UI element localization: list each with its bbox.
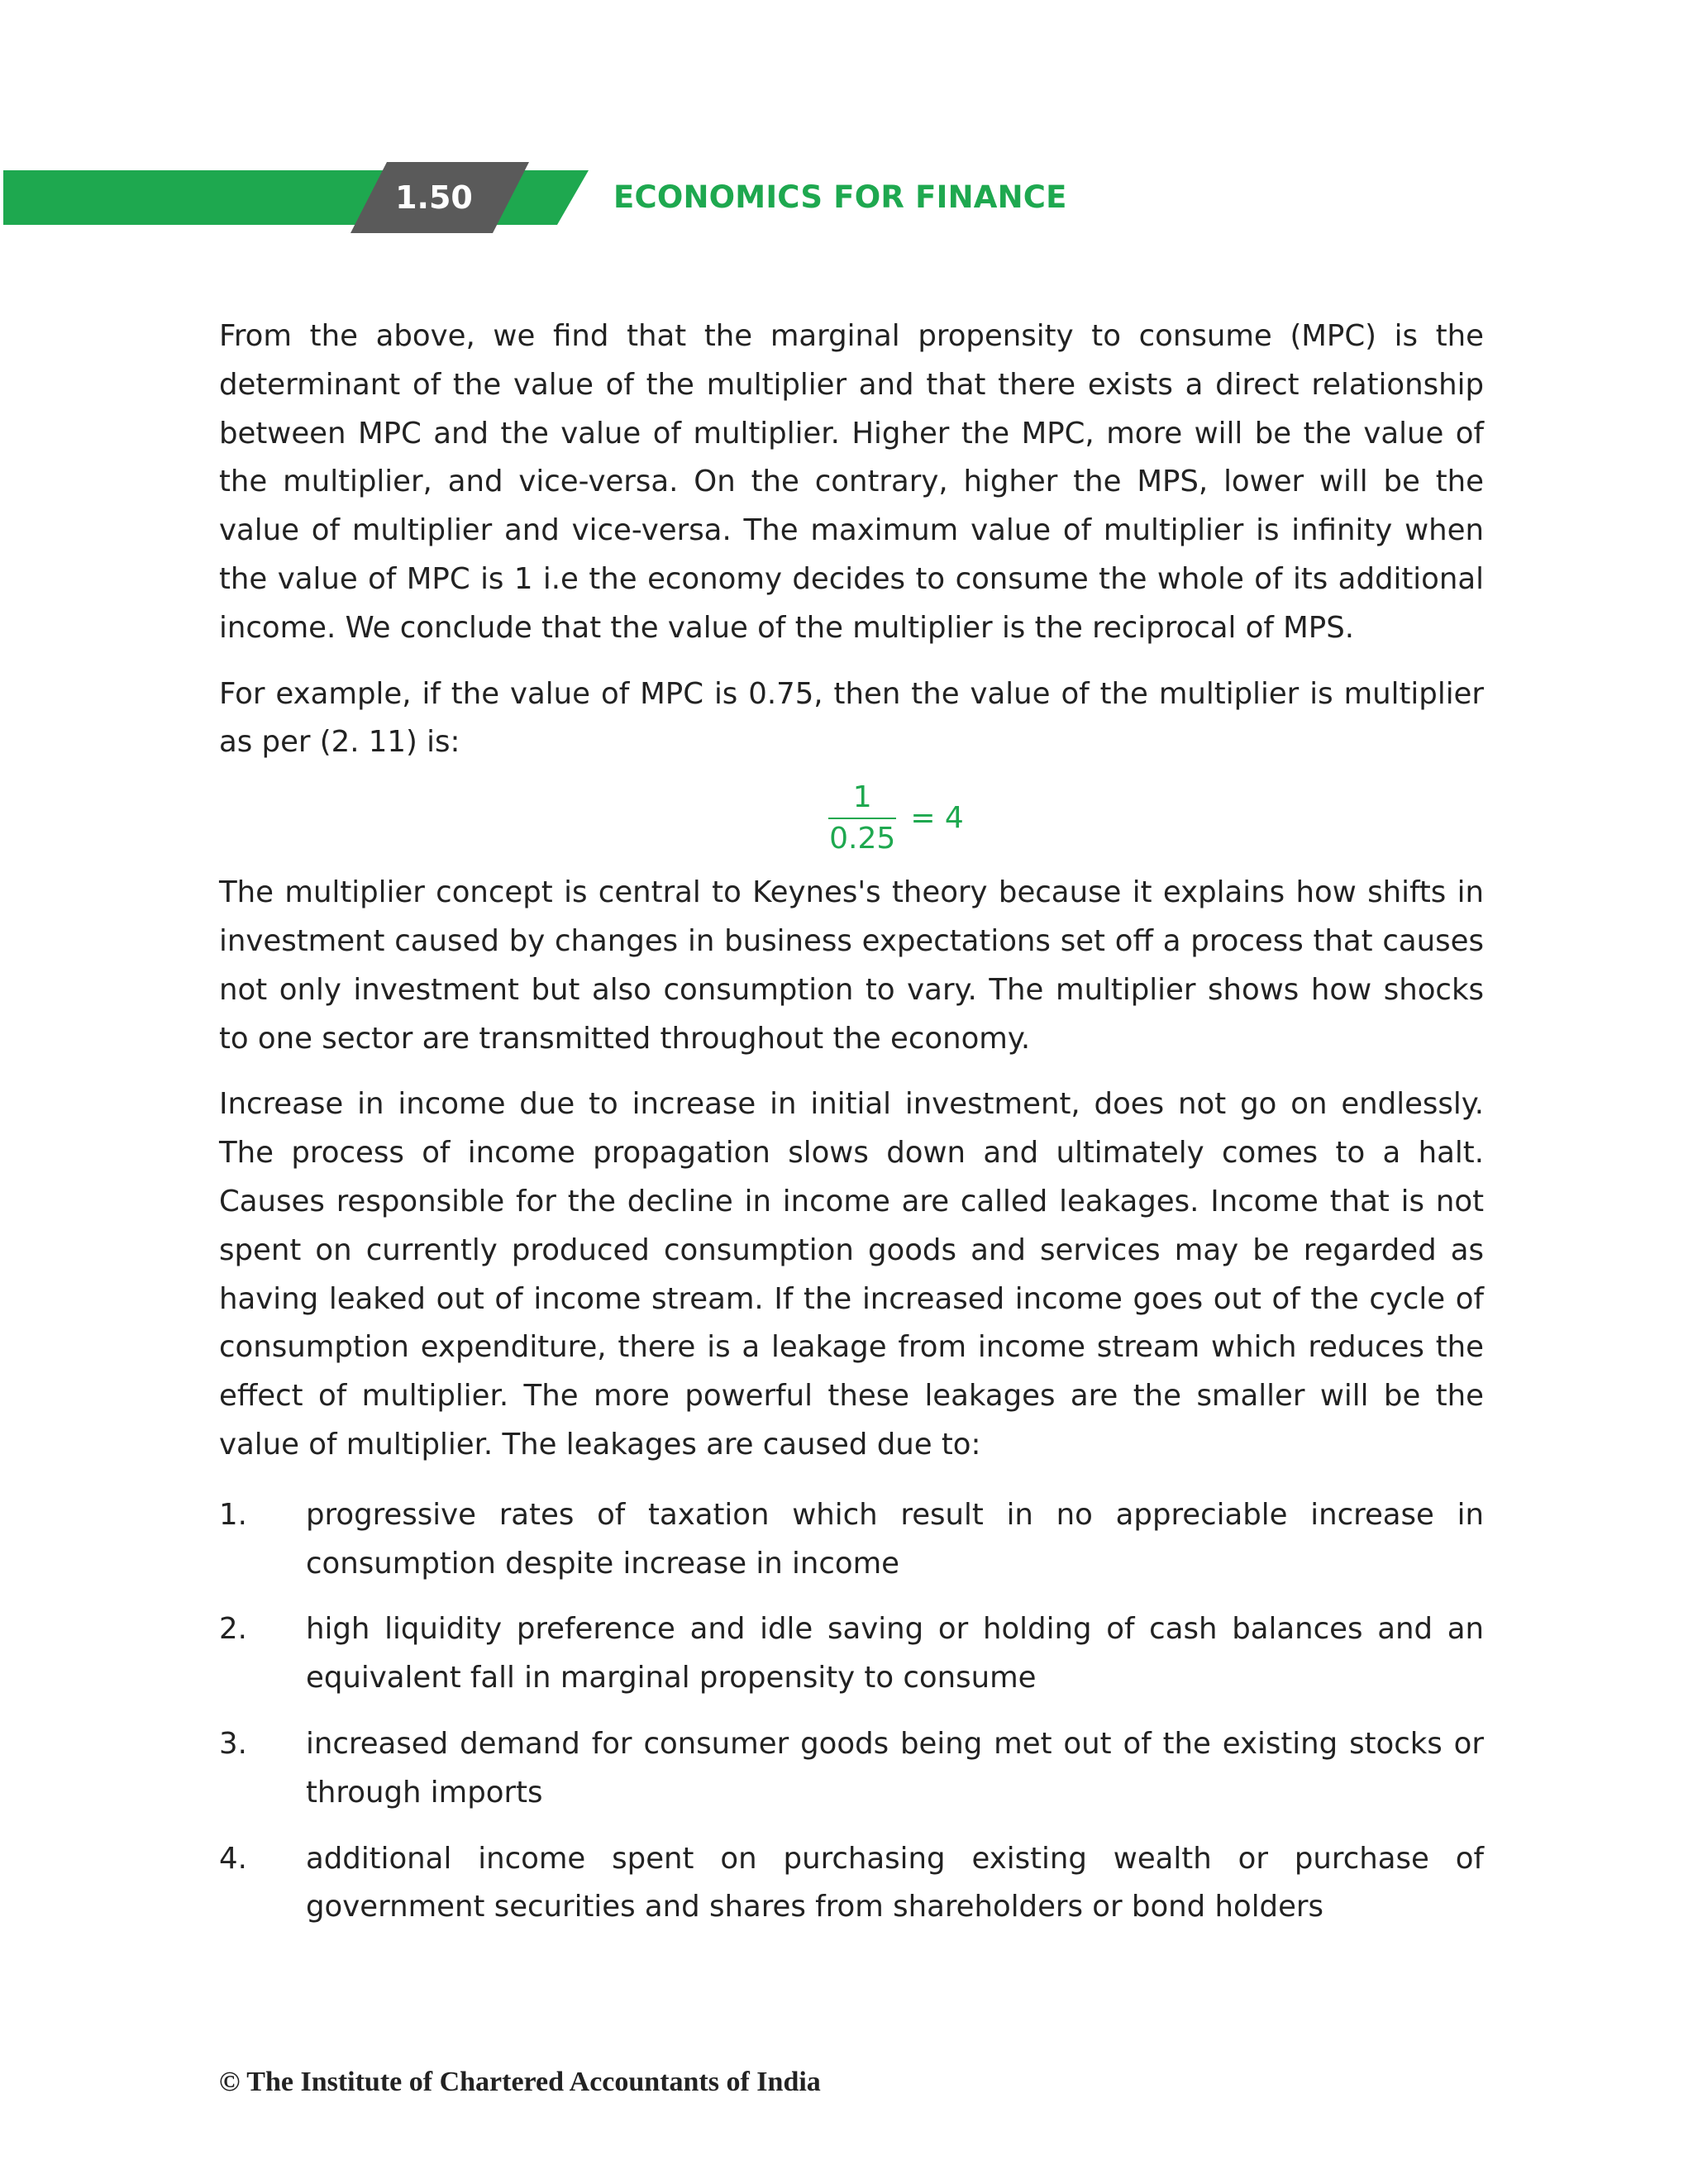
paragraph-3: The multiplier concept is central to Keynes's theory because it explains how shifts in investment caused by changes in business expectations set off a process that causes not only investment but also consumption to vary. The multiplier shows how shocks to one sector are transmitted throughout the economy. xyxy=(219,875,1484,1056)
paragraph-4: Increase in income due to increase in initial investment, does not go on endlessly. The process of income propagation slows down and ultimately comes to a halt. Causes responsible for the decline in income are called leakages. Income that is not spent on currently produced consumption goods and services may be regarded as having leaked out of income stream. If the increased income goes out of the cycle of consumption expenditure, there is a leakage from income stream which reduces the effect of multiplier. The more powerful these leakages are the smaller will be the value of multiplier. The leakages are caused due to: xyxy=(219,1087,1484,1462)
page-content xyxy=(219,312,1484,1949)
list-item xyxy=(219,1720,1484,1818)
list-item xyxy=(219,1491,1484,1589)
formula-fraction xyxy=(826,778,899,859)
list-item xyxy=(219,1835,1484,1933)
header-green-bar-left xyxy=(3,170,387,225)
list-item-number: 4. xyxy=(219,1841,247,1876)
header-band xyxy=(0,162,603,233)
footer-copyright: © The Institute of Chartered Accountants of India xyxy=(219,2067,821,2097)
list-item-text: increased demand for consumer goods being met out of the existing stocks or through imports xyxy=(306,1726,1484,1810)
header-band-shape xyxy=(0,162,603,233)
paragraph-1: From the above, we find that the marginal propensity to consume (MPC) is the determinant of the value of the multiplier and that there exists a direct relationship between MPC and the value of multiplier. Higher the MPC, more will be the value of the multiplier, and vice-versa. On the contrary, higher the MPS, lower will be the value of multiplier and vice-versa. The maximum value of multiplier is infinity when the value of MPC is 1 i.e the economy decides to consume the whole of its additional income. We conclude that the value of the multiplier is the reciprocal of MPS. xyxy=(219,319,1484,645)
multiplier-formula xyxy=(219,778,1484,859)
formula-denominator: 0.25 xyxy=(829,822,896,856)
list-item-number: 3. xyxy=(219,1726,247,1761)
list-item-number: 1. xyxy=(219,1497,247,1532)
list-item-number: 2. xyxy=(219,1612,247,1647)
leakages-list xyxy=(219,1491,1484,1932)
list-item xyxy=(219,1605,1484,1703)
list-item-text: high liquidity preference and idle saving or holding of cash balances and an equivalent fall in marginal propensity to consume xyxy=(306,1612,1484,1695)
formula-result: = 4 xyxy=(910,801,964,836)
list-item-text: progressive rates of taxation which result in no appreciable increase in consumption despite increase in income xyxy=(306,1497,1484,1581)
formula-numerator: 1 xyxy=(852,780,872,815)
running-title: ECONOMICS FOR FINANCE xyxy=(613,179,1067,215)
paragraph-2: For example, if the value of MPC is 0.75, then the value of the multiplier is multiplier as per (2. 11) is: xyxy=(219,676,1484,760)
list-item-text: additional income spent on purchasing existing wealth or purchase of government securities and shares from shareholders or bond holders xyxy=(306,1841,1484,1924)
page-number: 1.50 xyxy=(395,179,473,216)
